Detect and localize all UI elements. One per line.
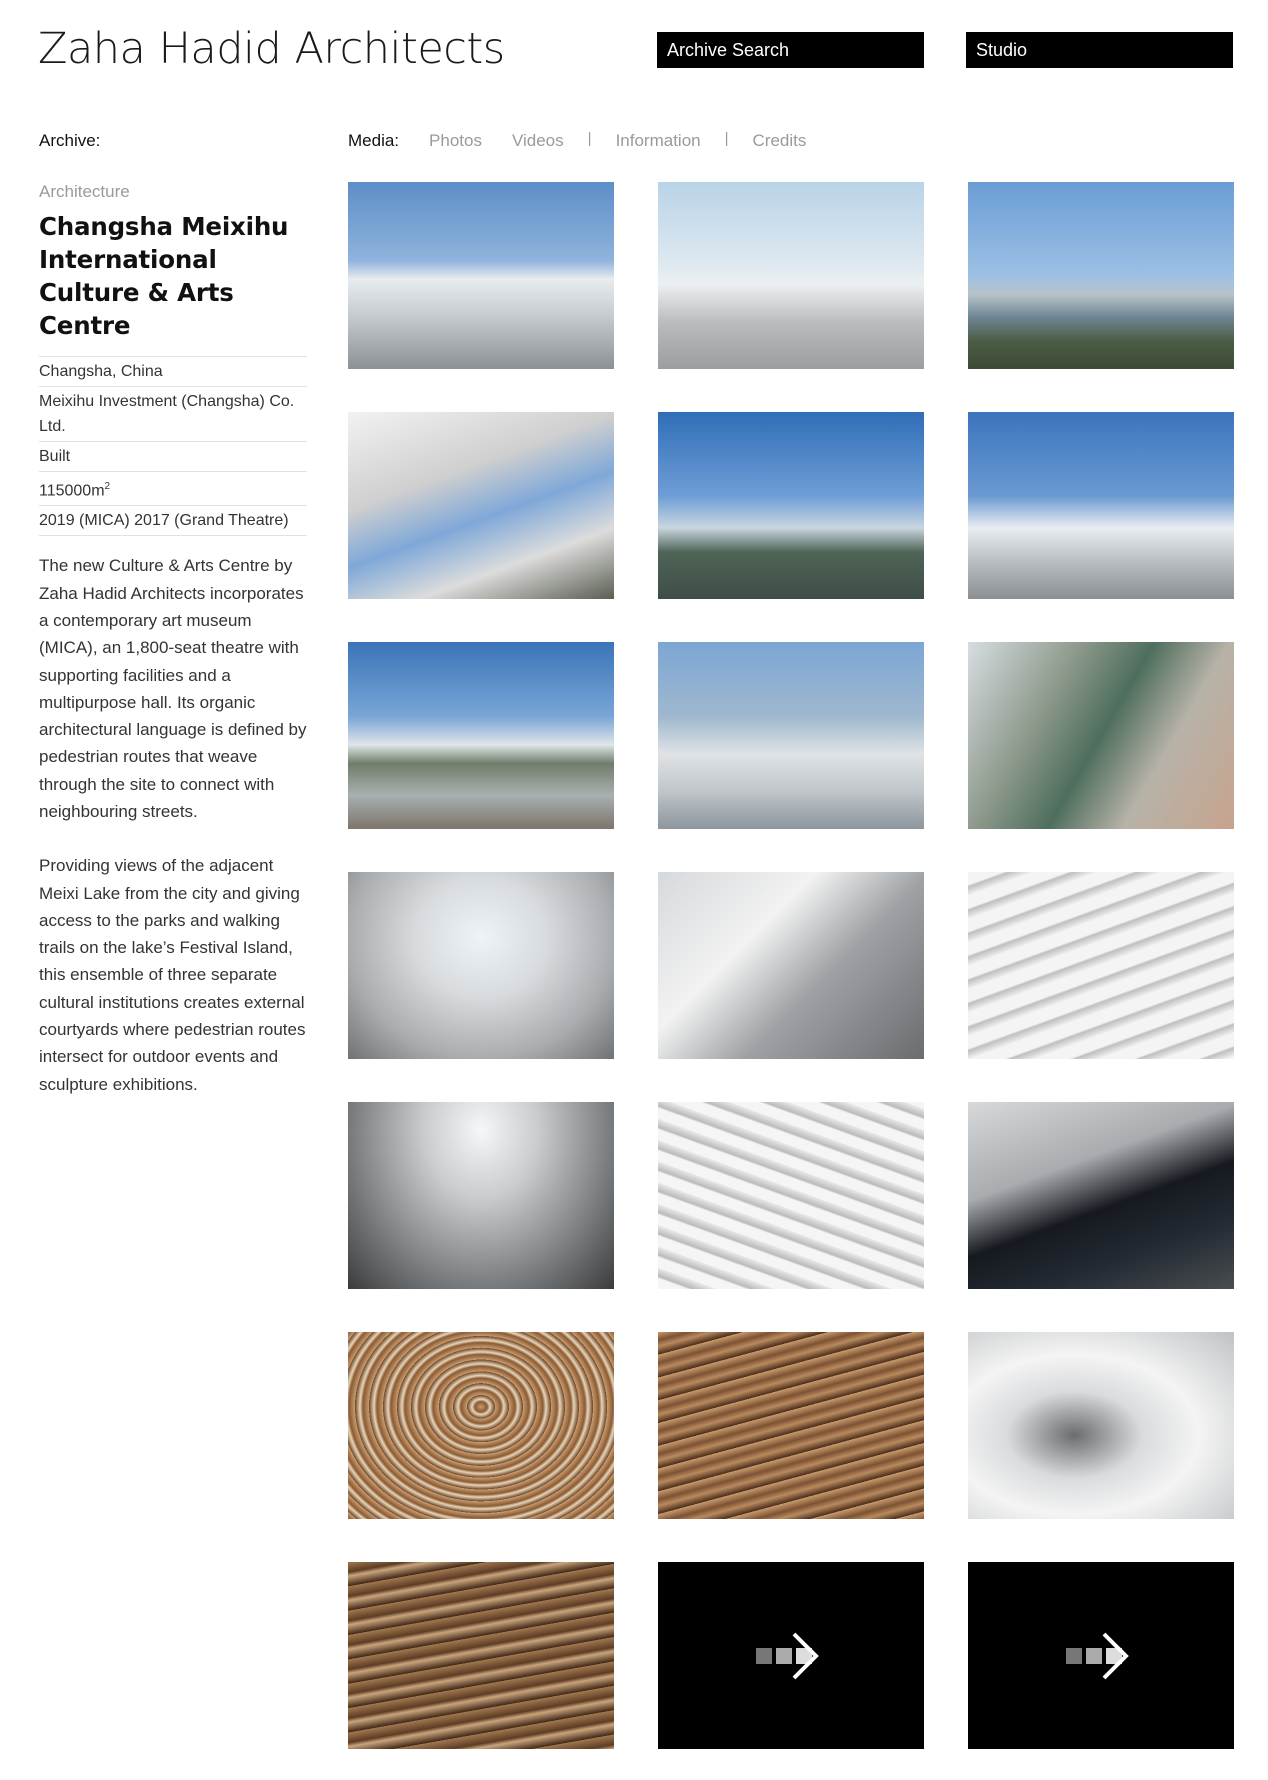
description-paragraph: The new Culture & Arts Centre by Zaha Hadid Architects incorporates a contemporary art museum (MICA), an 1,800-seat theatre with supporting facilities and a multipurpose hall. Its organic architectural language is defined by pedestrian routes that weave through the site to connect with neighbouring streets. xyxy=(39,556,307,821)
separator: | xyxy=(724,129,729,147)
photo-thumbnail[interactable] xyxy=(658,642,924,829)
description-paragraph: Providing views of the adjacent Meixi Lake from the city and giving access to the parks and walking trails on the lake’s Festival Island, this ensemble of three separate cultural institutions creates external courtyards where pedestrian routes intersect for outdoor events and sculpture exhibitions. xyxy=(39,856,306,1094)
project-category[interactable]: Architecture xyxy=(39,182,130,201)
photo-thumbnail[interactable] xyxy=(658,1102,924,1289)
photo-thumbnail[interactable] xyxy=(968,872,1234,1059)
project-facts xyxy=(39,356,307,536)
site-logo[interactable]: Zaha Hadid Architects xyxy=(38,24,505,74)
photo-thumbnail[interactable] xyxy=(348,642,614,829)
photo-thumbnail[interactable] xyxy=(968,1332,1234,1519)
media-label: Media: xyxy=(348,131,400,150)
credits-link[interactable]: Credits xyxy=(752,131,807,150)
studio-button[interactable]: Studio xyxy=(966,32,1233,68)
photo-thumbnail[interactable] xyxy=(658,1332,924,1519)
photo-thumbnail[interactable] xyxy=(348,412,614,599)
photo-thumbnail[interactable] xyxy=(968,642,1234,829)
photo-thumbnail[interactable] xyxy=(348,872,614,1059)
photo-thumbnail[interactable] xyxy=(658,412,924,599)
project-years: 2019 (MICA) 2017 (Grand Theatre) xyxy=(39,506,307,536)
project-location: Changsha, China xyxy=(39,357,307,387)
project-area xyxy=(39,472,307,506)
project-title: Changsha Meixihu International Culture & Arts Centre xyxy=(39,212,289,340)
photos-link[interactable]: Photos xyxy=(429,131,482,150)
project-sidebar xyxy=(39,182,307,1098)
separator: | xyxy=(587,129,592,147)
project-description xyxy=(39,552,307,1098)
video-thumbnail[interactable] xyxy=(658,1562,924,1749)
video-thumbnail[interactable] xyxy=(968,1562,1234,1749)
next-arrow-icon xyxy=(1066,1631,1136,1681)
media-grid xyxy=(348,182,1234,1749)
project-status: Built xyxy=(39,442,307,472)
media-nav xyxy=(348,131,806,151)
information-link[interactable]: Information xyxy=(615,131,701,150)
area-value: 115000m xyxy=(39,482,105,500)
photo-thumbnail[interactable] xyxy=(968,1102,1234,1289)
photo-thumbnail[interactable] xyxy=(968,412,1234,599)
videos-link[interactable]: Videos xyxy=(511,131,564,150)
next-arrow-icon xyxy=(756,1631,826,1681)
photo-thumbnail[interactable] xyxy=(658,182,924,369)
project-client: Meixihu Investment (Changsha) Co. Ltd. xyxy=(39,387,307,442)
archive-label: Archive: xyxy=(39,131,101,150)
photo-thumbnail[interactable] xyxy=(658,872,924,1059)
area-unit-exponent: 2 xyxy=(104,481,111,492)
archive-search-button[interactable]: Archive Search xyxy=(657,32,924,68)
photo-thumbnail[interactable] xyxy=(348,1332,614,1519)
photo-thumbnail[interactable] xyxy=(968,182,1234,369)
photo-thumbnail[interactable] xyxy=(348,182,614,369)
photo-thumbnail[interactable] xyxy=(348,1102,614,1289)
photo-thumbnail[interactable] xyxy=(348,1562,614,1749)
